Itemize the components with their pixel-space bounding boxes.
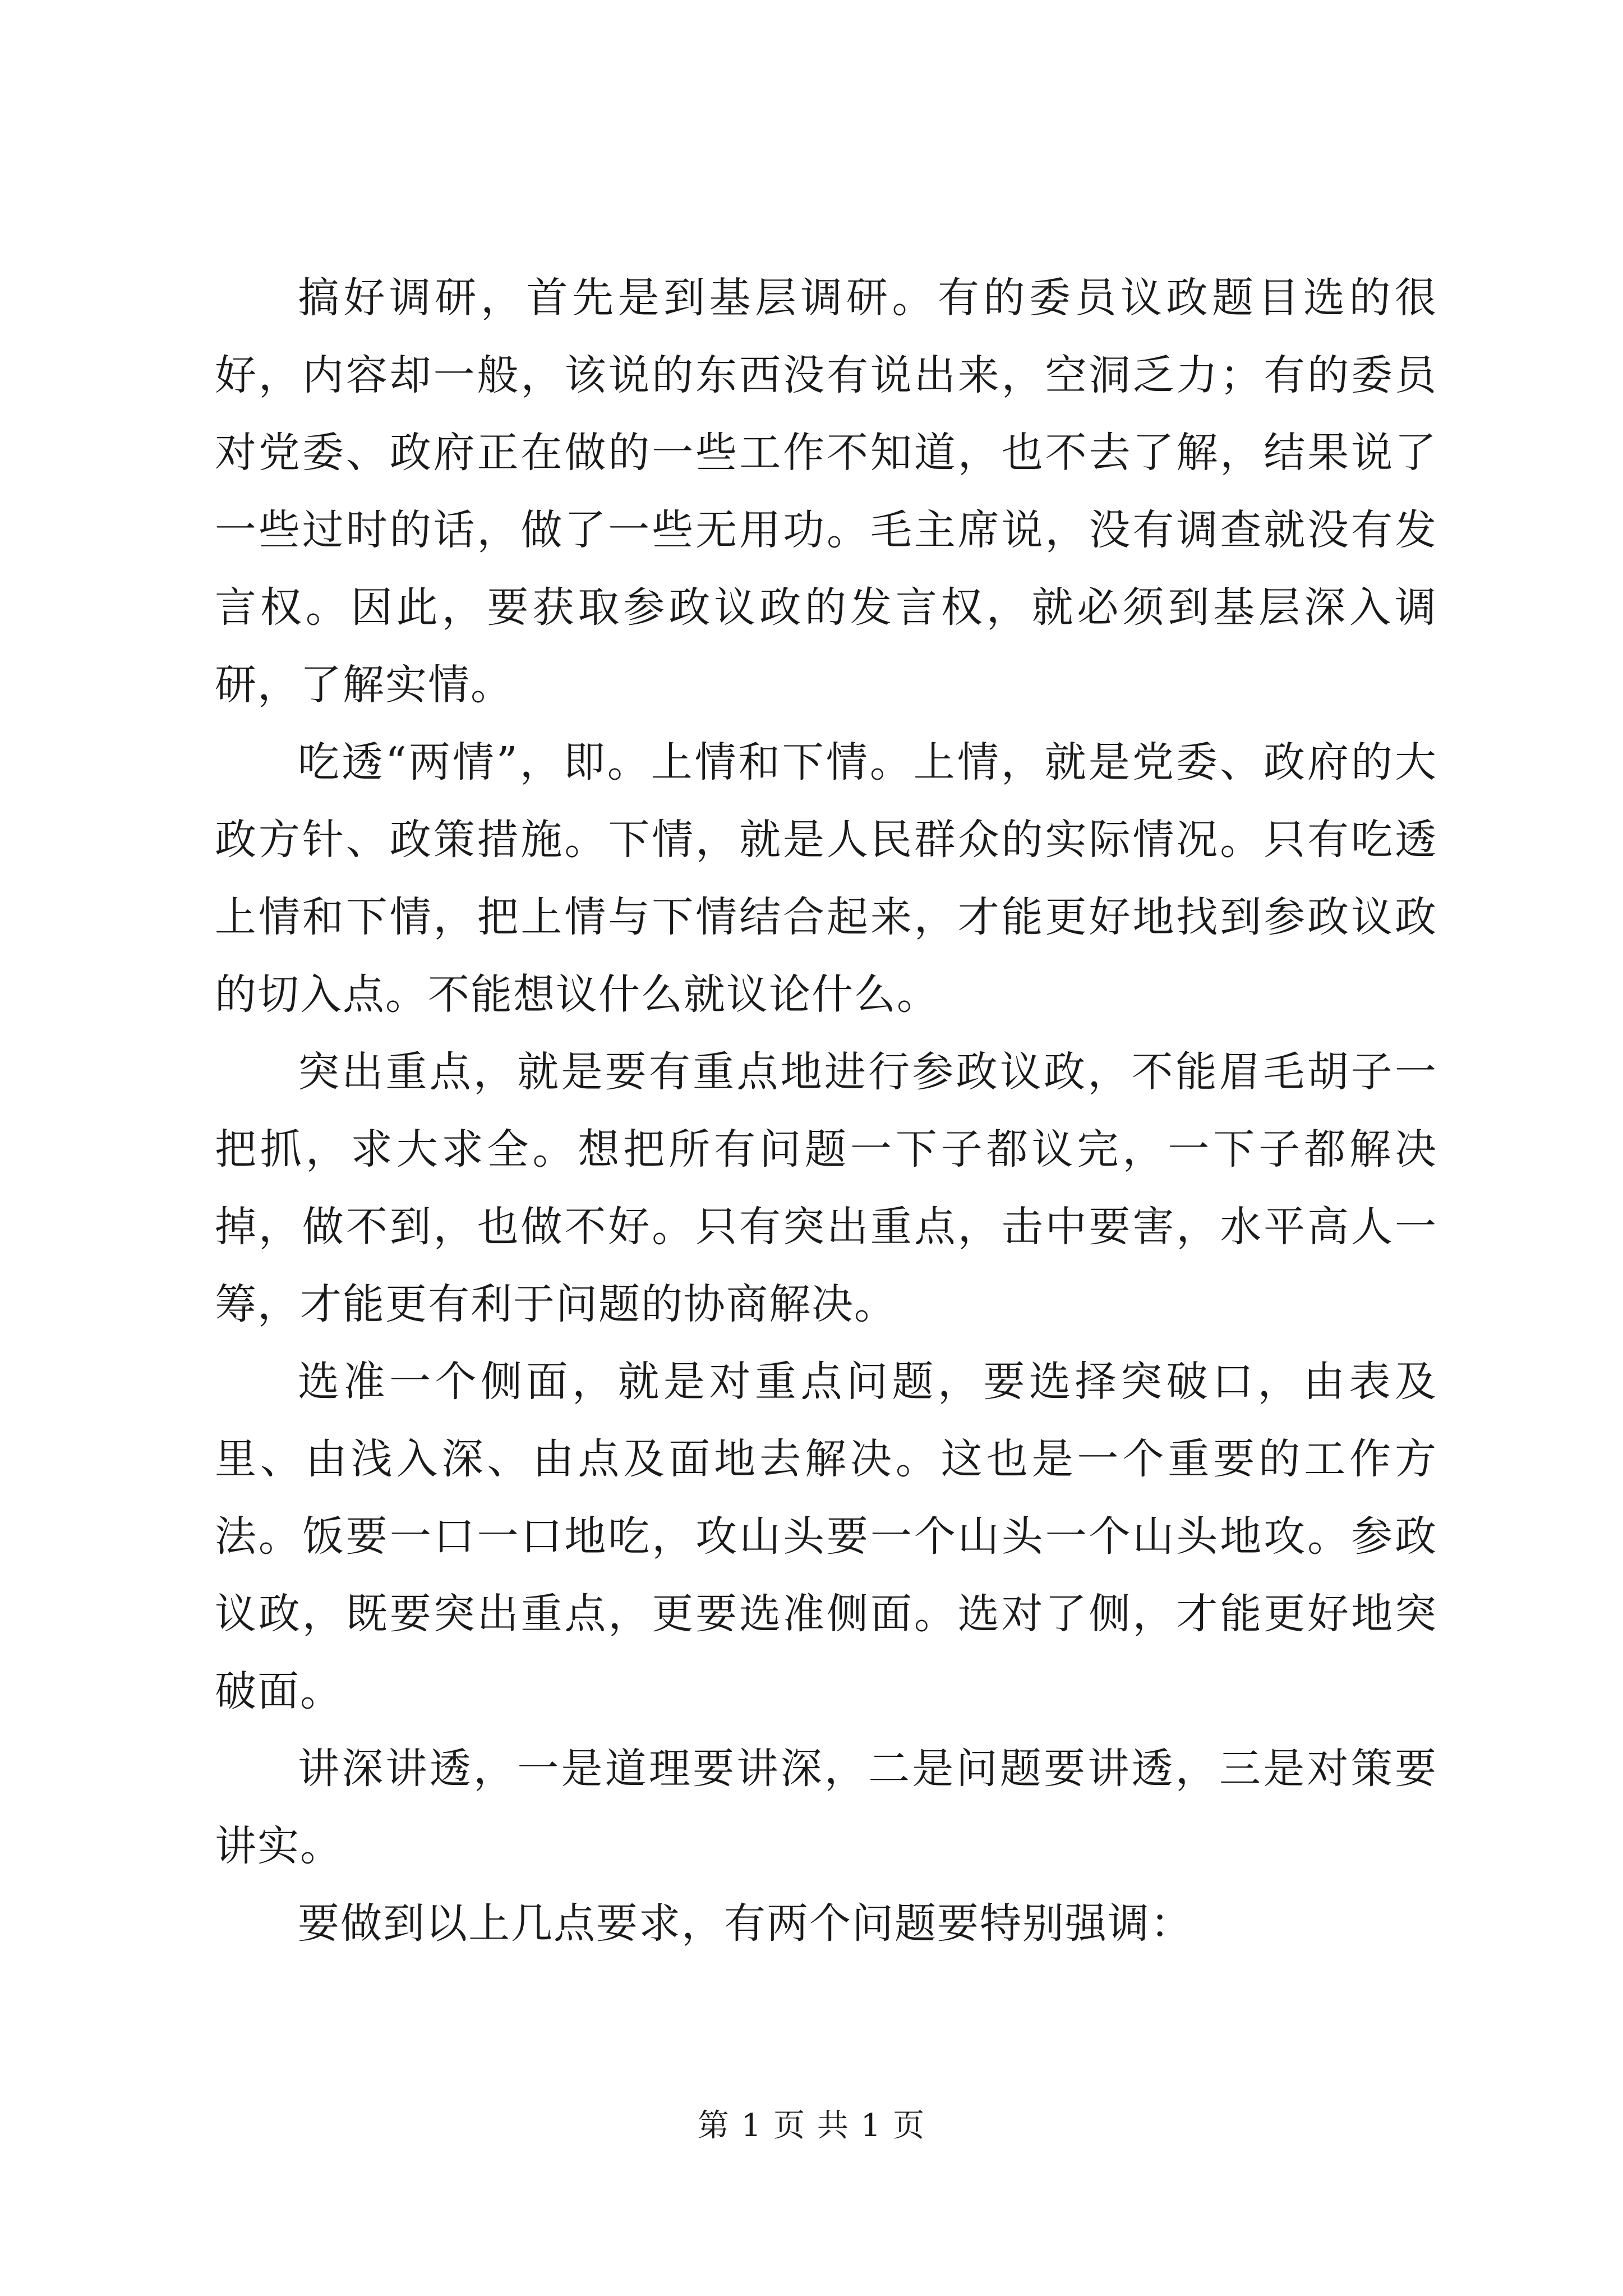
- paragraph-select-aspect: 选准一个侧面，就是对重点问题，要选择突破口，由表及里、由浅入深、由点及面地去解决。这也是一个重要的工作方法。饭要一口一口地吃，攻山头要一个山头一个山头地攻。参政议政，既要突出重点，更要选准侧面。选对了侧，才能更好地突破面。: [215, 1358, 1437, 1715]
- paragraph-key-points: 突出重点，就是要有重点地进行参政议政，不能眉毛胡子一把抓，求大求全。想把所有问题一下子都议完，一下子都解决掉，做不到，也做不好。只有突出重点，击中要害，水平高人一筹，才能更有利于问题的协商解决。: [215, 1048, 1437, 1328]
- paragraph-research: 搞好调研，首先是到基层调研。有的委员议政题目选的很好，内容却一般，该说的东西没有说出来，空洞乏力；有的委员对党委、政府正在做的一些工作不知道，也不去了解，结果说了一些过时的话，做了一些无用功。毛主席说，没有调查就没有发言权。因此，要获取参政议政的发言权，就必须到基层深入调研，了解实情。: [215, 274, 1437, 709]
- page-number-footer: 第 1 页 共 1 页: [697, 2108, 926, 2144]
- document-body: [215, 259, 1437, 1962]
- paragraph-explain-thoroughly: 讲深讲透，一是道理要讲深，二是问题要讲透，三是对策要讲实。: [215, 1745, 1437, 1870]
- paragraph-requirements: 要做到以上几点要求，有两个问题要特别强调：: [298, 1899, 1193, 1948]
- paragraph-two-situations: 吃透“两情”，即。上情和下情。上情，就是党委、政府的大政方针、政策措施。下情，就是人民群众的实际情况。只有吃透上情和下情，把上情与下情结合起来，才能更好地找到参政议政的切入点。不能想议什么就议论什么。: [215, 738, 1437, 1019]
